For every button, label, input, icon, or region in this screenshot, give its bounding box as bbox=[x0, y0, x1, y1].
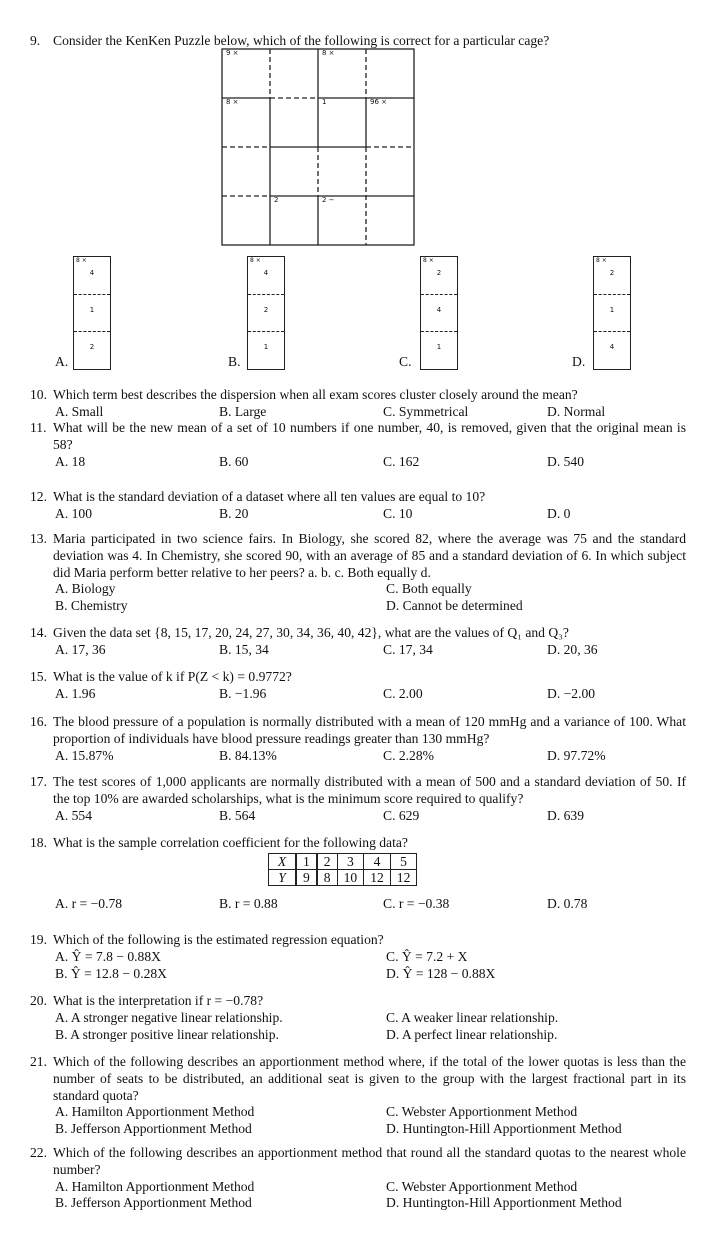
cage-cell-value: 2 bbox=[263, 306, 269, 314]
cage-label: 2 − bbox=[322, 196, 335, 204]
question-number: 16. bbox=[30, 714, 47, 729]
cage-option-label[interactable]: C. bbox=[399, 354, 412, 369]
answer-option[interactable]: D. 20, 36 bbox=[547, 641, 598, 657]
answer-option[interactable]: B. 84.13% bbox=[219, 747, 277, 763]
question-stem: Which of the following describes an apportionment method that round all the standard quotas to the nearest whole number? bbox=[53, 1145, 686, 1177]
question-12 bbox=[30, 489, 686, 523]
table-row bbox=[269, 869, 417, 885]
answer-option[interactable]: B. r = 0.88 bbox=[219, 895, 278, 911]
answer-options bbox=[55, 949, 686, 983]
dashed-divider bbox=[421, 294, 457, 295]
answer-options bbox=[55, 1179, 686, 1213]
question-13 bbox=[30, 531, 686, 615]
answer-option[interactable]: A. 100 bbox=[55, 505, 93, 521]
table-cell: 5 bbox=[390, 853, 417, 869]
answer-options bbox=[55, 642, 686, 659]
question-stem: The blood pressure of a population is normally distributed with a mean of 120 mmHg and a variance of 100. What proportion of individuals have blood pressure readings greater than 130 mmHg? bbox=[53, 714, 686, 746]
cage-label: 2 bbox=[274, 196, 279, 204]
question-number: 14. bbox=[30, 625, 47, 640]
answer-option[interactable]: C. Ŷ = 7.2 + X bbox=[386, 948, 468, 964]
cage-option-d[interactable] bbox=[593, 256, 631, 370]
question-stem: What is the interpretation if r = −0.78? bbox=[53, 993, 264, 1008]
table-cell: 10 bbox=[337, 869, 364, 885]
answer-option[interactable]: D. Huntington-Hill Apportionment Method bbox=[386, 1121, 622, 1137]
answer-option[interactable]: C. 2.28% bbox=[383, 747, 434, 763]
answer-option[interactable]: D. 639 bbox=[547, 807, 585, 823]
answer-option[interactable]: B. 564 bbox=[219, 807, 256, 823]
question-stem: What is the standard deviation of a dataset where all ten values are equal to 10? bbox=[53, 489, 486, 504]
answer-option[interactable]: A. A stronger negative linear relationship. bbox=[55, 1009, 283, 1025]
question-stem: Consider the KenKen Puzzle below, which of the following is correct for a particular cage? bbox=[53, 33, 550, 48]
answer-option[interactable]: D. −2.00 bbox=[547, 685, 596, 701]
cage-cell-value: 2 bbox=[89, 343, 95, 351]
cage-cell-value: 2 bbox=[436, 269, 442, 277]
answer-option[interactable]: C. Both equally bbox=[386, 581, 472, 597]
question-17 bbox=[30, 774, 686, 824]
table-cell: 12 bbox=[390, 869, 417, 885]
question-stem: The test scores of 1,000 applicants are normally distributed with a mean of 500 and a standard deviation of 50. If the top 10% are awarded scholarships, what is the minimum score required to qualify? bbox=[53, 774, 686, 806]
question-9 bbox=[30, 33, 686, 50]
answer-option[interactable]: D. 0 bbox=[547, 505, 571, 521]
dashed-divider bbox=[74, 294, 110, 295]
table-cell: 3 bbox=[337, 853, 364, 869]
question-10 bbox=[30, 387, 686, 421]
answer-option[interactable]: A. 15.87% bbox=[55, 747, 114, 763]
answer-option[interactable]: C. 629 bbox=[383, 807, 420, 823]
cage-cell-value: 1 bbox=[609, 306, 615, 314]
cage-option-label[interactable]: A. bbox=[55, 354, 69, 369]
cage-option-a[interactable] bbox=[73, 256, 111, 370]
table-cell: 9 bbox=[296, 869, 317, 885]
table-cell: 2 bbox=[317, 853, 337, 869]
answer-option[interactable]: A. Hamilton Apportionment Method bbox=[55, 1178, 255, 1194]
table-header-cell: X bbox=[269, 853, 297, 869]
answer-option[interactable]: C. Webster Apportionment Method bbox=[386, 1104, 578, 1120]
answer-options bbox=[55, 748, 686, 765]
cage-cell-value: 4 bbox=[436, 306, 442, 314]
question-number: 20. bbox=[30, 993, 47, 1008]
cage-cell-value: 4 bbox=[609, 343, 615, 351]
cage-label: 96 × bbox=[370, 98, 387, 106]
answer-option[interactable]: D. A perfect linear relationship. bbox=[386, 1026, 558, 1042]
answer-options bbox=[55, 581, 686, 615]
cage-cell-value: 4 bbox=[89, 269, 95, 277]
cage-option-b[interactable] bbox=[247, 256, 285, 370]
question-number: 18. bbox=[30, 835, 47, 850]
answer-option[interactable]: A. Biology bbox=[55, 581, 116, 597]
question-number: 15. bbox=[30, 669, 47, 684]
answer-option[interactable]: C. Webster Apportionment Method bbox=[386, 1178, 578, 1194]
cage-clue: 8 × bbox=[596, 257, 607, 264]
answer-option[interactable]: B. Large bbox=[219, 403, 267, 419]
answer-option[interactable]: A. Ŷ = 7.8 − 0.88X bbox=[55, 948, 161, 964]
question-stem: Given the data set {8, 15, 17, 20, 24, 27, 30, 34, 36, 40, 42}, what are the values of Q₁ and Q₃? bbox=[53, 625, 569, 640]
answer-options bbox=[55, 686, 686, 703]
answer-option[interactable]: C. 162 bbox=[383, 453, 420, 469]
answer-option[interactable]: B. 15, 34 bbox=[219, 641, 269, 657]
answer-option[interactable]: C. A weaker linear relationship. bbox=[386, 1009, 559, 1025]
answer-option[interactable]: A. Hamilton Apportionment Method bbox=[55, 1104, 255, 1120]
question-11 bbox=[30, 420, 686, 470]
cage-clue: 8 × bbox=[250, 257, 261, 264]
table-cell: 4 bbox=[364, 853, 391, 869]
question-number: 19. bbox=[30, 932, 47, 947]
answer-option[interactable]: B. Jefferson Apportionment Method bbox=[55, 1195, 252, 1211]
answer-option[interactable]: D. 97.72% bbox=[547, 747, 606, 763]
question-16 bbox=[30, 714, 686, 764]
cage-label: 1 bbox=[322, 98, 327, 106]
answer-option[interactable]: D. 540 bbox=[547, 453, 585, 469]
table-cell: 8 bbox=[317, 869, 337, 885]
cage-option-c[interactable] bbox=[420, 256, 458, 370]
answer-option[interactable]: C. 2.00 bbox=[383, 685, 423, 701]
cage-label: 8 × bbox=[322, 49, 335, 57]
table-cell: 12 bbox=[364, 869, 391, 885]
answer-options bbox=[55, 506, 686, 523]
cage-option-label[interactable]: D. bbox=[572, 354, 586, 369]
question-stem: What will be the new mean of a set of 10 numbers if one number, 40, is removed, given that the original mean is 58? bbox=[53, 420, 686, 452]
question-stem: Which of the following is the estimated regression equation? bbox=[53, 932, 384, 947]
answer-option[interactable]: C. 17, 34 bbox=[383, 641, 433, 657]
answer-options bbox=[55, 896, 686, 913]
question-18 bbox=[30, 835, 686, 913]
dashed-divider bbox=[248, 331, 284, 332]
table-header-cell: Y bbox=[269, 869, 297, 885]
cage-label: 8 × bbox=[226, 98, 239, 106]
answer-options bbox=[55, 454, 686, 471]
question-stem: Maria participated in two science fairs. In Biology, she scored 82, where the average was 75 and the standard deviation was 4. In Chemistry, she scored 90, with an average of 85 and a standard deviation of 6. In which subject did Maria perform better relative to her peers? a. b. c. Both equally d. bbox=[53, 531, 686, 580]
question-19 bbox=[30, 932, 686, 982]
cage-label: 9 × bbox=[226, 49, 239, 57]
question-number: 17. bbox=[30, 774, 47, 789]
answer-option[interactable]: D. Ŷ = 128 − 0.88X bbox=[386, 965, 496, 981]
cage-cell-value: 1 bbox=[436, 343, 442, 351]
cage-option-label[interactable]: B. bbox=[228, 354, 241, 369]
question-15 bbox=[30, 669, 686, 703]
dashed-divider bbox=[248, 294, 284, 295]
question-stem: Which term best describes the dispersion when all exam scores cluster closely around the mean? bbox=[53, 387, 578, 402]
dashed-divider bbox=[421, 331, 457, 332]
answer-option[interactable]: D. Huntington-Hill Apportionment Method bbox=[386, 1195, 622, 1211]
question-number: 22. bbox=[30, 1145, 47, 1160]
cage-cell-value: 1 bbox=[89, 306, 95, 314]
answer-option[interactable]: B. 20 bbox=[219, 505, 249, 521]
answer-option[interactable]: A. r = −0.78 bbox=[55, 895, 123, 911]
question-22 bbox=[30, 1145, 686, 1212]
dashed-divider bbox=[594, 294, 630, 295]
question-stem: What is the sample correlation coefficient for the following data? bbox=[53, 835, 408, 850]
dashed-divider bbox=[594, 331, 630, 332]
cage-clue: 8 × bbox=[76, 257, 87, 264]
kenken-grid bbox=[221, 48, 415, 246]
table-cell: 1 bbox=[296, 853, 317, 869]
question-stem: Which of the following describes an apportionment method where, if the total of the lower quotas is less than the number of seats to be distributed, an additional seat is given to the group with the largest fractional part in its standard quota? bbox=[53, 1054, 686, 1103]
answer-options bbox=[55, 1010, 686, 1044]
answer-option[interactable]: A. Small bbox=[55, 403, 104, 419]
question-number: 21. bbox=[30, 1054, 47, 1069]
question-14 bbox=[30, 625, 686, 659]
answer-option[interactable]: B. 60 bbox=[219, 453, 249, 469]
answer-option[interactable]: A. 1.96 bbox=[55, 685, 96, 701]
answer-options bbox=[55, 808, 686, 825]
data-table bbox=[268, 853, 417, 886]
question-number: 12. bbox=[30, 489, 47, 504]
answer-option[interactable]: C. Symmetrical bbox=[383, 403, 469, 419]
answer-option[interactable]: C. 10 bbox=[383, 505, 413, 521]
question-number: 10. bbox=[30, 387, 47, 402]
answer-option[interactable]: D. Normal bbox=[547, 403, 606, 419]
question-21 bbox=[30, 1054, 686, 1138]
table-row bbox=[269, 853, 417, 869]
answer-option[interactable]: A. 18 bbox=[55, 453, 86, 469]
answer-option[interactable]: B. Chemistry bbox=[55, 598, 128, 614]
cage-cell-value: 4 bbox=[263, 269, 269, 277]
answer-option[interactable]: D. Cannot be determined bbox=[386, 598, 523, 614]
answer-option[interactable]: B. A stronger positive linear relationship. bbox=[55, 1026, 279, 1042]
answer-option[interactable]: B. −1.96 bbox=[219, 685, 267, 701]
answer-options bbox=[55, 1104, 686, 1138]
answer-option[interactable]: B. Jefferson Apportionment Method bbox=[55, 1121, 252, 1137]
cage-cell-value: 1 bbox=[263, 343, 269, 351]
question-number: 13. bbox=[30, 531, 47, 546]
question-number: 11. bbox=[30, 420, 47, 435]
cage-clue: 8 × bbox=[423, 257, 434, 264]
question-number: 9. bbox=[30, 33, 41, 48]
question-20 bbox=[30, 993, 686, 1043]
question-stem: What is the value of k if P(Z < k) = 0.9772? bbox=[53, 669, 292, 684]
answer-option[interactable]: C. r = −0.38 bbox=[383, 895, 450, 911]
cage-cell-value: 2 bbox=[609, 269, 615, 277]
answer-option[interactable]: D. 0.78 bbox=[547, 895, 588, 911]
answer-option[interactable]: B. Ŷ = 12.8 − 0.28X bbox=[55, 965, 168, 981]
answer-option[interactable]: A. 17, 36 bbox=[55, 641, 106, 657]
answer-options bbox=[55, 404, 686, 421]
answer-option[interactable]: A. 554 bbox=[55, 807, 93, 823]
dashed-divider bbox=[74, 331, 110, 332]
